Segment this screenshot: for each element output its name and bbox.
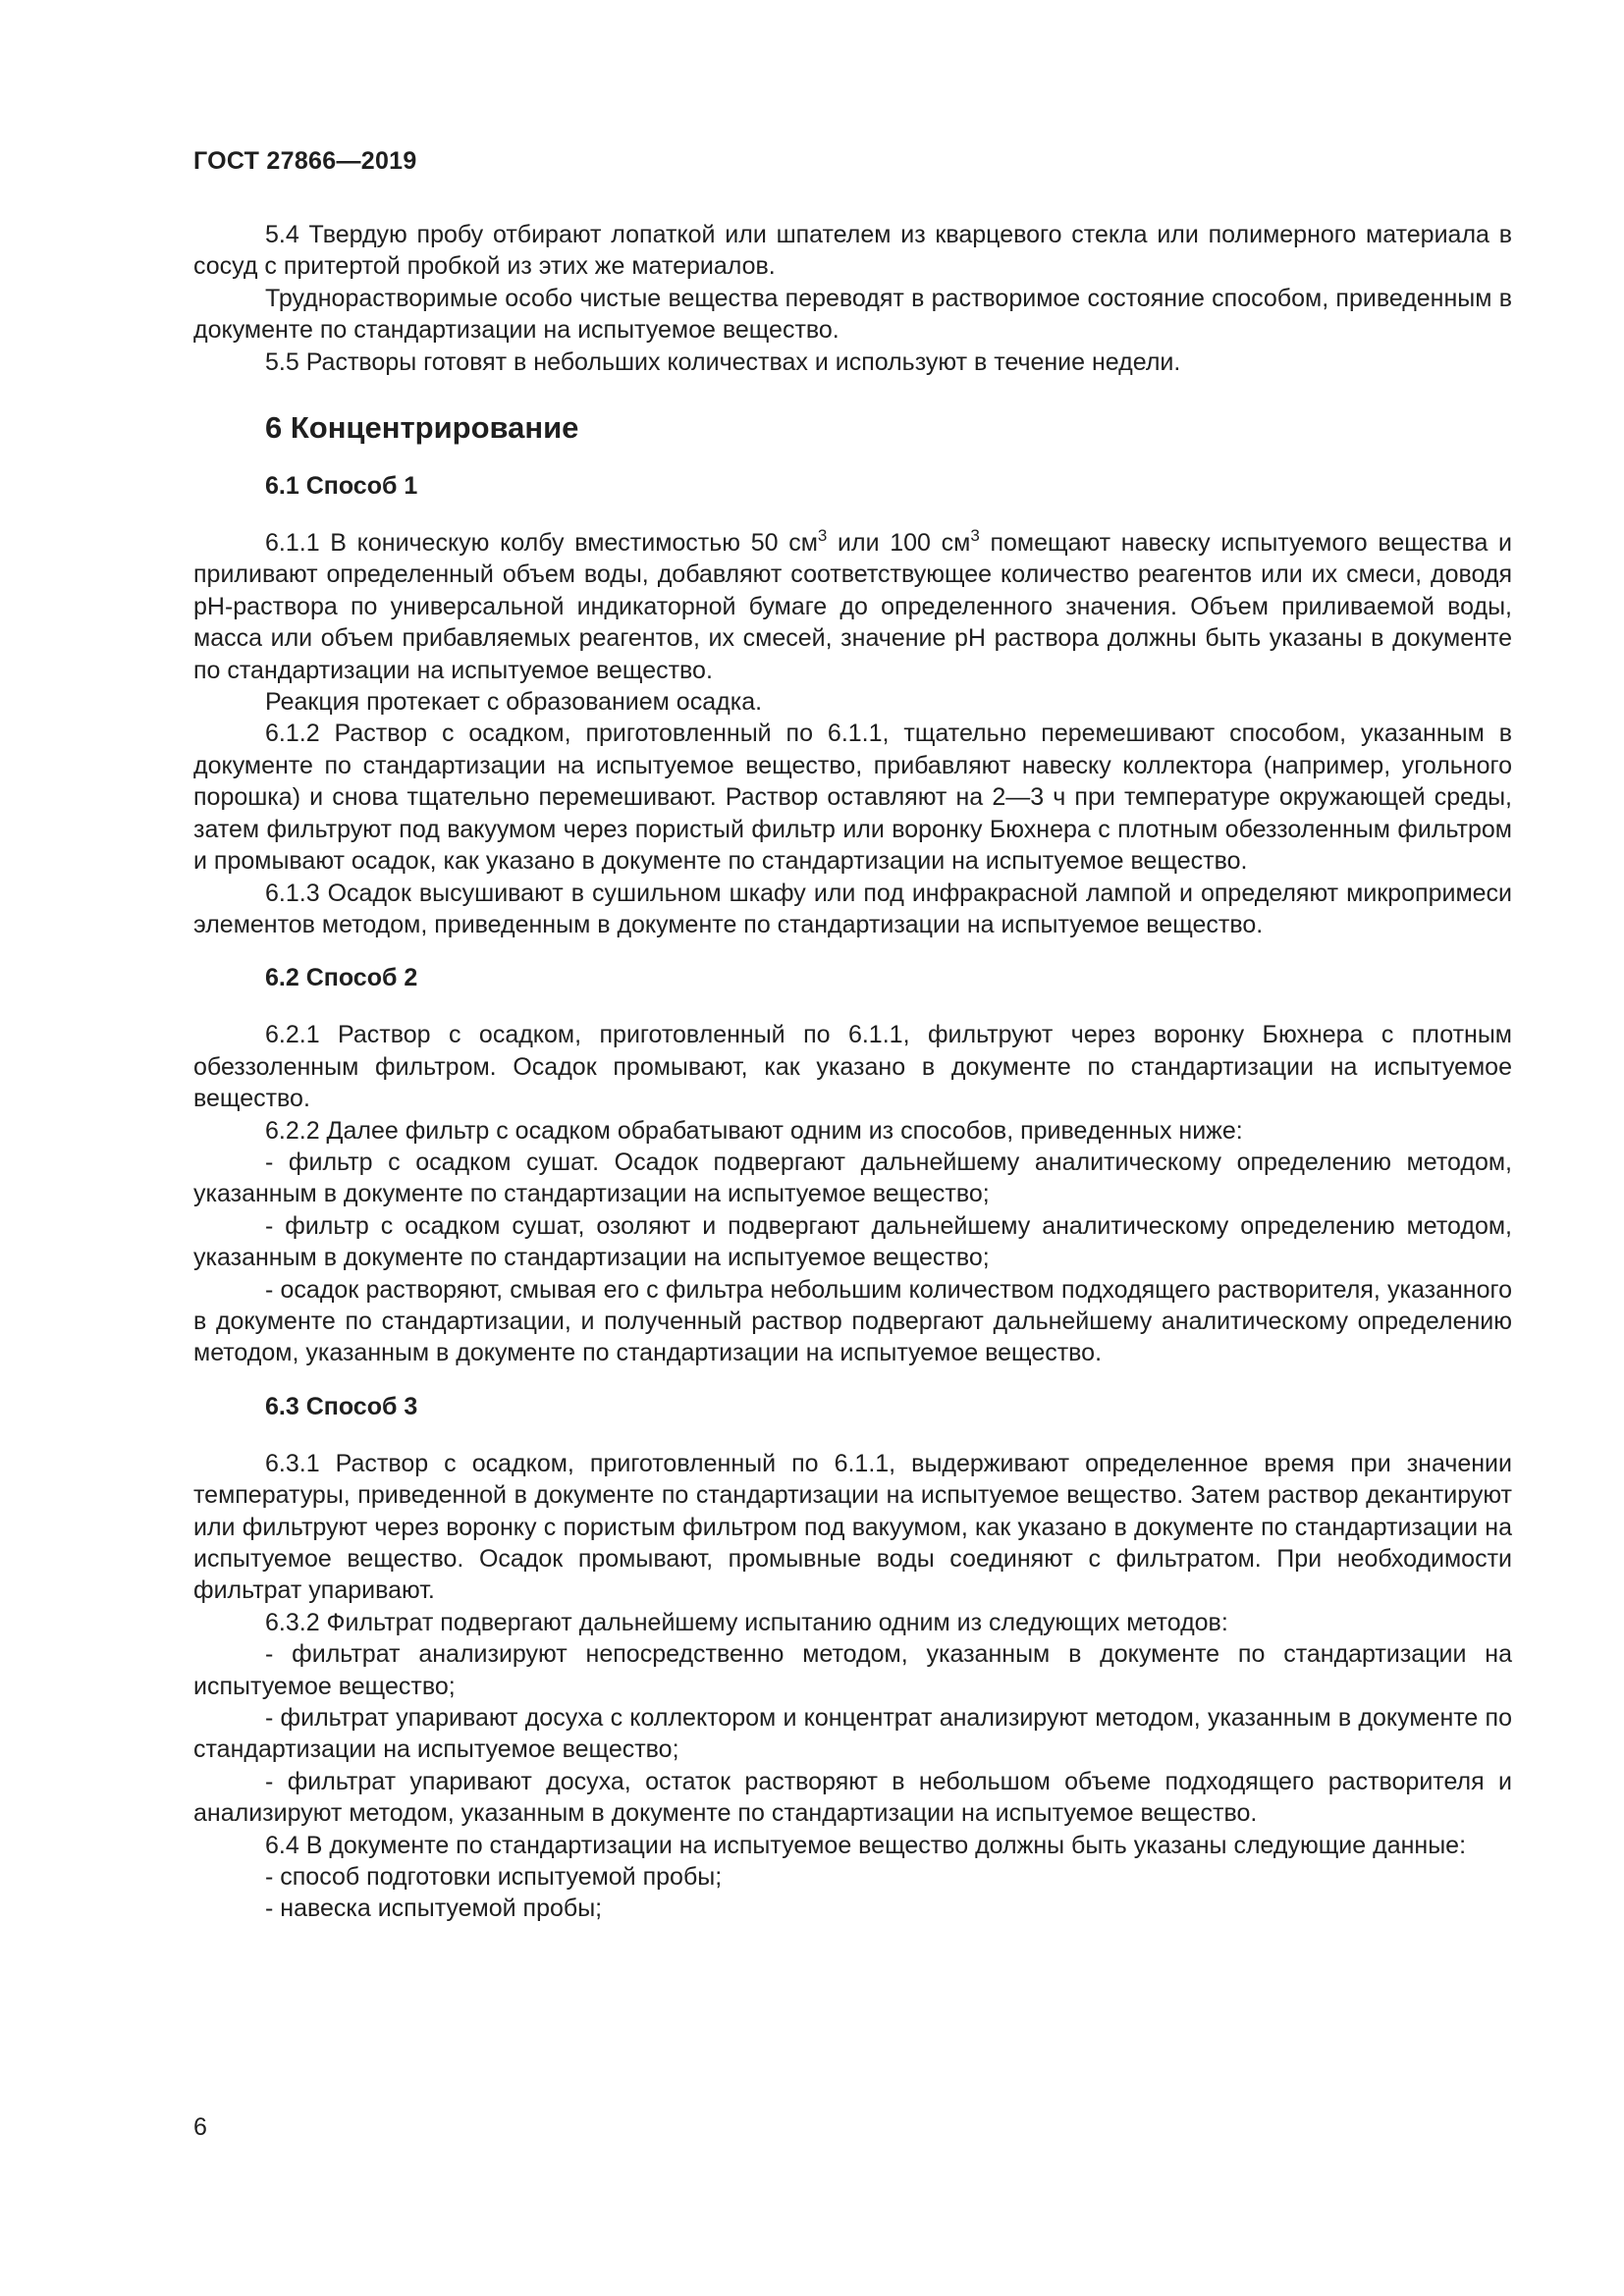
list-item: - фильтр с осадком сушат. Осадок подвергают дальнейшему аналитическому определению методом, указанным в документе по стандартизации на испытуемое вещество; xyxy=(193,1148,1512,1208)
paragraph-6-3-2: 6.3.2 Фильтрат подвергают дальнейшему испытанию одним из следующих методов: xyxy=(265,1608,1228,1636)
paragraph-reaction: Реакция протекает с образованием осадка. xyxy=(265,688,763,717)
list-item: - фильтр с осадком сушат, озоляют и подвергают дальнейшему аналитическому определению методом, указанным в документе по стандартизации на испытуемое вещество; xyxy=(193,1211,1512,1272)
list-item: - навеска испытуемой пробы; xyxy=(265,1895,603,1923)
document-code-header: ГОСТ 27866—2019 xyxy=(193,147,417,175)
paragraph-6-1-3: 6.1.3 Осадок высушивают в сушильном шкафу или под инфракрасной лампой и определяют микропримеси элементов методом, приведенным в документе по стандартизации на испытуемое вещество. xyxy=(193,879,1512,938)
paragraph-6-2-2: 6.2.2 Далее фильтр с осадком обрабатывают одним из способов, приведенных ниже: xyxy=(265,1116,1243,1145)
page-number: 6 xyxy=(193,2113,207,2141)
paragraph-6-4: 6.4 В документе по стандартизации на испытуемое вещество должны быть указаны следующие данные: xyxy=(265,1831,1467,1859)
section-6-heading: 6 Концентрирование xyxy=(265,410,579,446)
document-body xyxy=(193,219,1512,1925)
subsection-6-1-heading: 6.1 Способ 1 xyxy=(265,472,418,501)
list-item: - фильтрат анализируют непосредственно методом, указанным в документе по стандартизации на испытуемое вещество; xyxy=(193,1640,1512,1700)
paragraph-6-1-1-part2: или 100 см xyxy=(827,529,971,558)
paragraph-6-2-1: 6.2.1 Раствор с осадком, приготовленный по 6.1.1, фильтруют через воронку Бюхнера с плотным обеззоленным фильтром. Осадок промывают, как указано в документе по стандартизации на испытуемое вещество. xyxy=(193,1021,1512,1113)
paragraph-6-1-1-part3: помещают навеску испытуемого вещества и приливают определенный объем воды, добавляют соответствующее количество реагентов или их смеси, доводя рН-раствора по универсальной индикаторной бумаге до определенного значения. Объем приливаемой воды, масса или объем прибавляемых реагентов, их смесей, значение рН раствора должны быть указаны в документе по стандартизации на испытуемое вещество. xyxy=(193,529,1512,684)
paragraph-6-3-1: 6.3.1 Раствор с осадком, приготовленный по 6.1.1, выдерживают определенное время при значении температуры, приведенной в документе по стандартизации на испытуемое вещество. Затем раствор декантируют или фильтруют через воронку с пористым фильтром под вакуумом, как указано в документе по стандартизации на испытуемое вещество. Осадок промывают, промывные воды соединяют с фильтратом. При необходимости фильтрат упаривают. xyxy=(193,1449,1512,1605)
paragraph-5-4: 5.4 Твердую пробу отбирают лопаткой или шпателем из кварцевого стекла или полимерного материала в сосуд с притертой пробкой из этих же материалов. xyxy=(193,221,1512,281)
list-item: - фильтрат упаривают досуха с коллектором и концентрат анализируют методом, указанным в документе по стандартизации на испытуемое вещество; xyxy=(193,1704,1512,1764)
subsection-6-3-heading: 6.3 Способ 3 xyxy=(265,1392,418,1420)
subsection-6-2-heading: 6.2 Способ 2 xyxy=(265,964,418,992)
list-item: - способ подготовки испытуемой пробы; xyxy=(265,1863,723,1892)
list-item: - фильтрат упаривают досуха, остаток растворяют в небольшом объеме подходящего растворителя и анализируют методом, указанным в документе по стандартизации на испытуемое вещество. xyxy=(193,1767,1512,1828)
list-item: - осадок растворяют, смывая его с фильтра небольшим количеством подходящего растворителя, указанного в документе по стандартизации, и полученный раствор подвергают дальнейшему аналитическому определению методом, указанным в документе по стандартизации на испытуемое вещество. xyxy=(193,1275,1512,1367)
superscript-3: 3 xyxy=(970,526,980,546)
paragraph-6-1-1-part1: 6.1.1 В коническую колбу вместимостью 50 см xyxy=(265,529,818,558)
paragraph-6-1-2: 6.1.2 Раствор с осадком, приготовленный по 6.1.1, тщательно перемешивают способом, указанным в документе по стандартизации на испытуемое вещество, прибавляют навеску коллектора (например, угольного порошка) и снова тщательно перемешивают. Раствор оставляют на 2—3 ч при температуре окружающей среды, затем фильтруют под вакуумом через пористый фильтр или воронку Бюхнера с плотным обеззоленным фильтром и промывают осадок, как указано в документе по стандартизации на испытуемое вещество. xyxy=(193,720,1512,876)
superscript-3: 3 xyxy=(817,526,828,546)
paragraph-6-1-1 xyxy=(193,527,1512,686)
paragraph-5-4-continued: Труднорастворимые особо чистые вещества переводят в растворимое состояние способом, приведенным в документе по стандартизации на испытуемое вещество. xyxy=(193,284,1512,345)
paragraph-5-5: 5.5 Растворы готовят в небольших количествах и используют в течение недели. xyxy=(265,347,1181,376)
